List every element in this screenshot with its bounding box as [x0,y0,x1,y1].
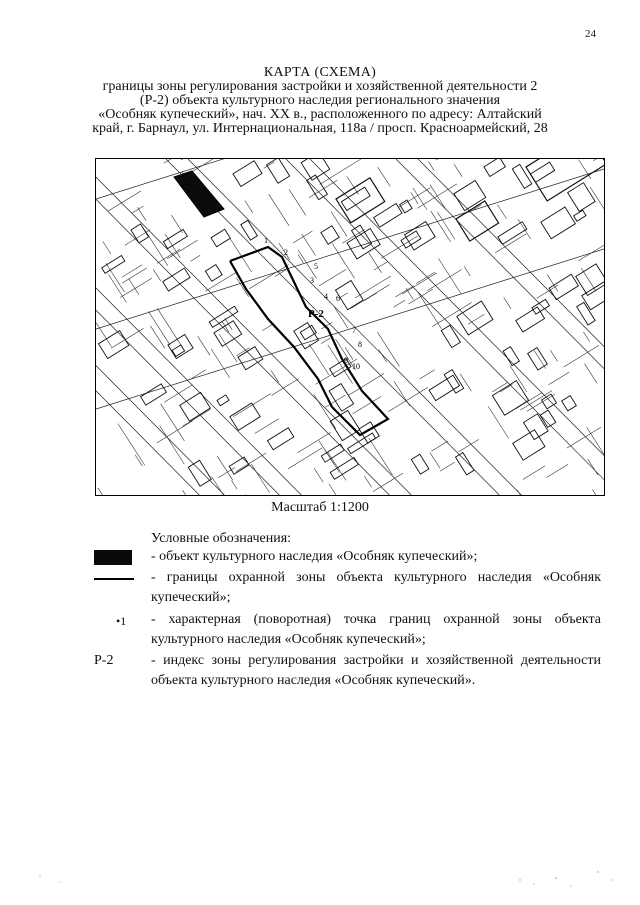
zone-index-label: Р-2 [308,308,324,320]
page-number: 24 [585,28,596,40]
point-marker-icon: •1 [116,614,127,628]
legend-text: - характерная (поворотная) точка границ охранной зоны объекта культурного наследия «Особняк купеческий»; [151,612,601,647]
map-scale: Масштаб 1:1200 [271,500,369,515]
boundary-point-label: 8 [358,340,362,349]
boundary-point-label: 1 [264,236,268,245]
zone-index-symbol: Р-2 [94,653,114,668]
title-line: «Особняк купеческий», нач. XX в., расположенного по адресу: Алтайский [98,107,542,122]
boundary-point-label: 5 [314,262,318,271]
title-line: границы зоны регулирования застройки и хозяйственной деятельности 2 [102,79,538,94]
boundary-point-label: 9 [344,356,348,365]
boundary-point-label: 10 [352,362,360,371]
boundary-point-label: 2 [284,248,288,257]
title-line: (Р-2) объекта культурного наследия регионального значения [139,93,501,108]
title-line: край, г. Барнаул, ул. Интернациональная, 118а / просп. Красноармейский, 28 [92,121,548,136]
title-heading: КАРТА (СХЕМА) [263,65,377,80]
boundary-point-label: 7 [352,326,356,335]
boundary-point-label: 3 [310,276,314,285]
legend-text: - индекс зоны регулирования застройки и хозяйственной деятельности объекта культурного наследия «Особняк купеческий». [151,653,601,688]
boundary-point-label: 6 [336,294,340,303]
legend-title: Условные обозначения: [151,531,292,546]
boundary-point-label: 4 [324,292,328,301]
legend-text: - объект культурного наследия «Особняк купеческий»; [151,549,478,564]
legend-text: - границы охранной зоны объекта культурного наследия «Особняк купеческий»; [151,570,601,605]
